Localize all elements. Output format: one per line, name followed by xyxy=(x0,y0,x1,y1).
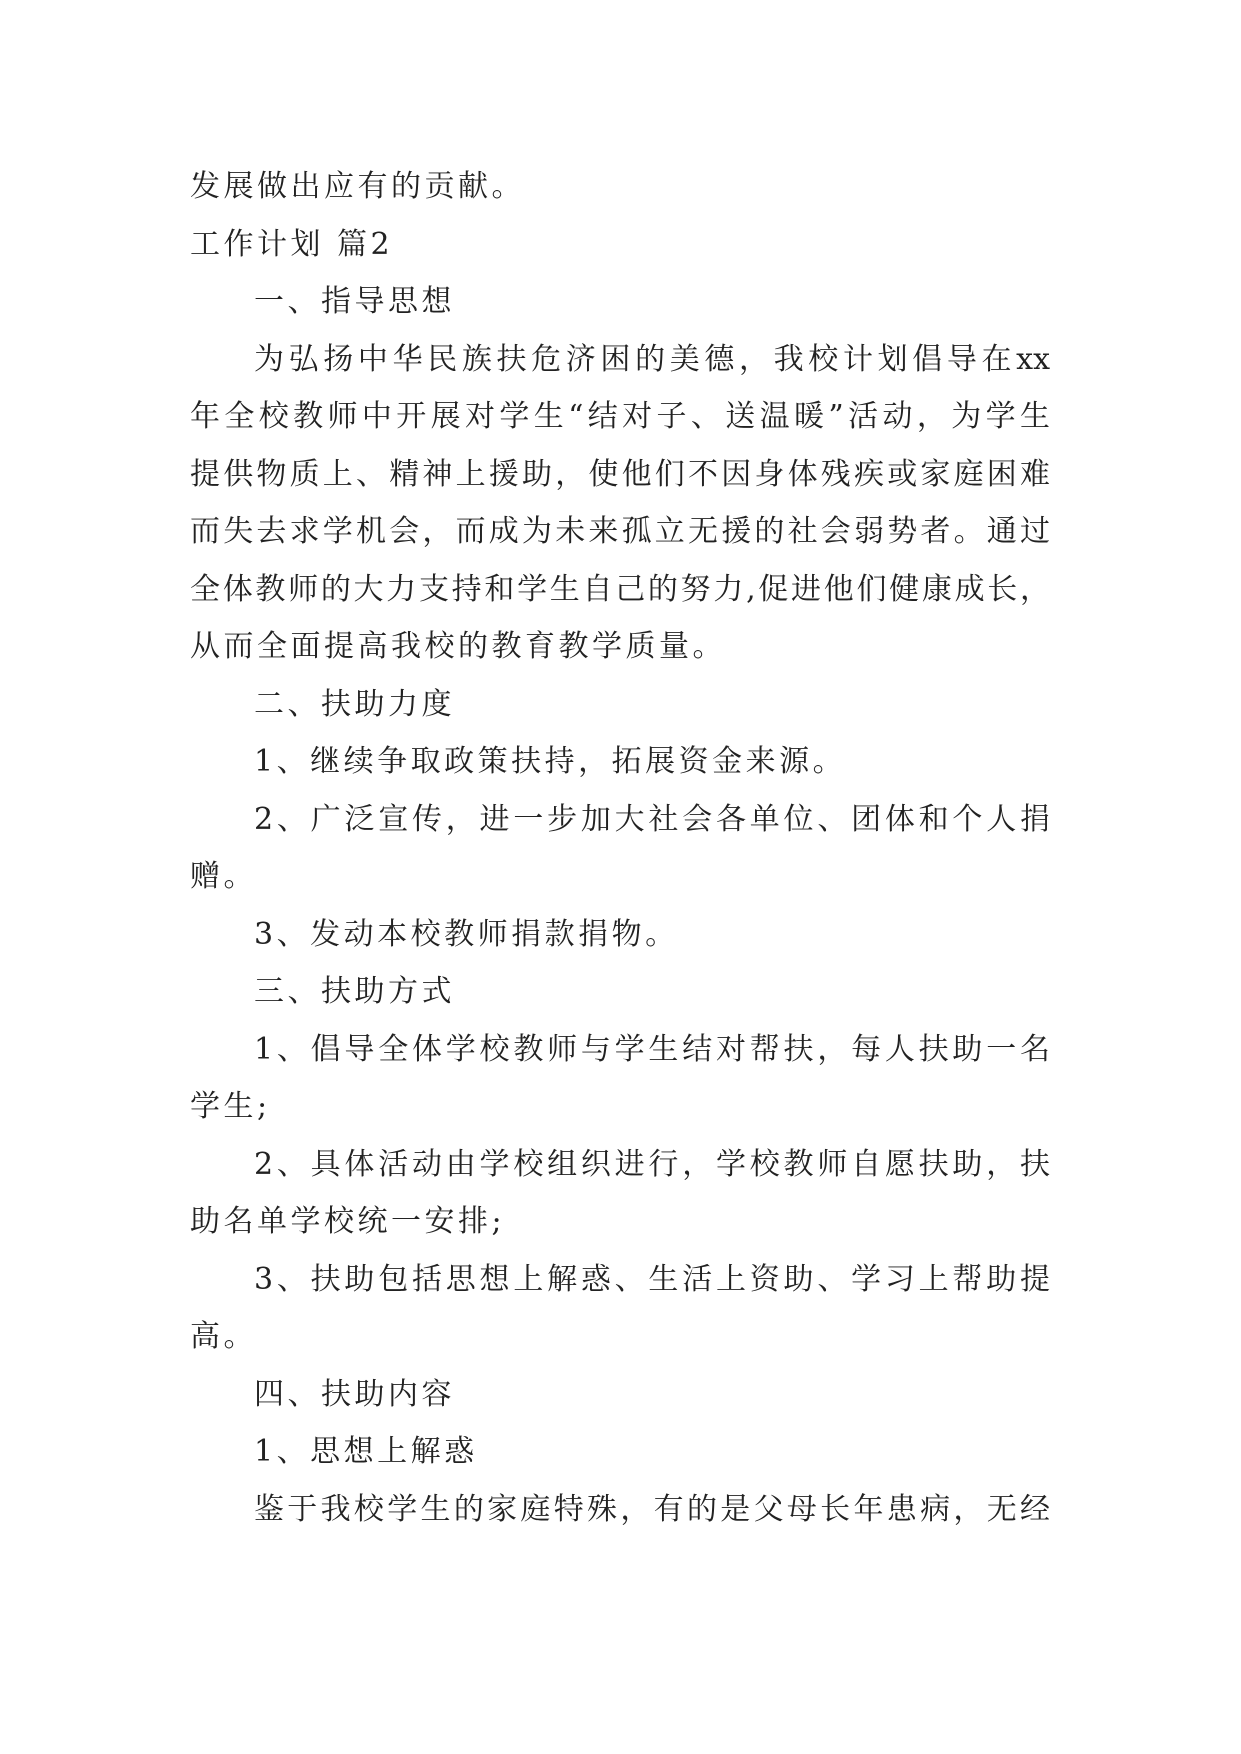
text-line: 提供物质上、精神上援助，使他们不因身体残疾或家庭困难 xyxy=(190,456,1050,492)
text-line: 3、发动本校教师捐款捐物。 xyxy=(254,916,679,952)
text-line: 赠。 xyxy=(190,859,257,894)
text-line: 1、继续争取政策扶持，拓展资金来源。 xyxy=(254,744,847,779)
text-line: 1、思想上解惑 xyxy=(254,1434,478,1469)
text-line: 年全校教师中开展对学生“结对子、送温暖”活动，为学生 xyxy=(190,399,1050,434)
text-line: 2、具体活动由学校组织进行，学校教师自愿扶助，扶 xyxy=(254,1146,1050,1182)
text-line: 一、指导思想 xyxy=(254,284,455,319)
text-line: 从而全面提高我校的教育教学质量。 xyxy=(190,629,726,664)
text-line: 四、扶助内容 xyxy=(254,1376,455,1412)
text-line: 学生; xyxy=(190,1089,271,1124)
text-line: 二、扶助力度 xyxy=(254,686,455,722)
text-line: 发展做出应有的贡献。 xyxy=(190,169,525,204)
text-line: 为弘扬中华民族扶危济困的美德，我校计划倡导在xx xyxy=(254,341,1050,377)
text-line: 高。 xyxy=(190,1319,257,1354)
text-line: 而失去求学机会，而成为未来孤立无援的社会弱势者。通过 xyxy=(190,514,1050,549)
text-line: 助名单学校统一安排; xyxy=(190,1204,506,1239)
text-line: 1、倡导全体学校教师与学生结对帮扶，每人扶助一名 xyxy=(254,1031,1050,1067)
text-line: 工作计划 篇2 xyxy=(190,226,394,262)
text-line: 3、扶助包括思想上解惑、生活上资助、学习上帮助提 xyxy=(254,1261,1050,1297)
text-line: 鉴于我校学生的家庭特殊，有的是父母长年患病，无经 xyxy=(254,1491,1050,1527)
text-line: 全体教师的大力支持和学生自己的努力,促进他们健康成长， xyxy=(190,571,1050,607)
text-line: 2、广泛宣传，进一步加大社会各单位、团体和个人捐 xyxy=(254,801,1050,837)
text-line: 三、扶助方式 xyxy=(254,974,455,1009)
document-page xyxy=(190,158,1050,1538)
